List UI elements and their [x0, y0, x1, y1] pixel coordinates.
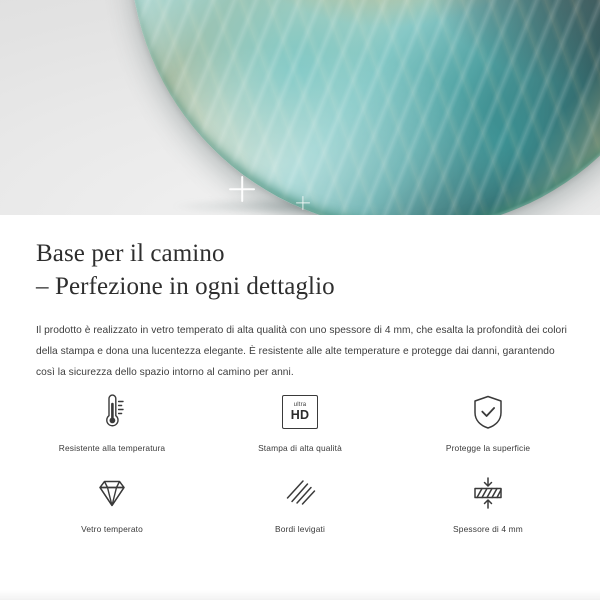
feature-item-tempered-glass: [18, 471, 206, 534]
ultra-hd-bottom-text: HD: [290, 408, 310, 423]
feature-grid: [0, 390, 600, 534]
thickness-arrows-icon: [462, 471, 514, 515]
product-description: Il prodotto è realizzato in vetro temperato di alta qualità con uno spessore di 4 mm, che esalta la profondità dei colori della stampa e dona una lucentezza elegante. È resistente alle alte temperature e protegge dai danni, garantendo così la sicurezza dello spazio intorno al camino per anni.: [36, 325, 567, 378]
feature-item-polished-edges: [206, 471, 394, 534]
polished-edges-icon: [274, 471, 326, 515]
feature-item-thickness: [394, 471, 582, 534]
diamond-icon: [86, 471, 138, 515]
feature-label: Vetro temperato: [81, 524, 143, 534]
page-title-line-2: – Perfezione in ogni dettaglio: [36, 273, 335, 300]
page-bottom-edge: [0, 590, 600, 600]
feature-label: Resistente alla temperatura: [58, 443, 166, 453]
page-title-line-1: Base per il camino: [36, 240, 225, 267]
page-title: [0, 215, 600, 303]
feature-item-high-quality-print: [206, 390, 394, 453]
content-section: [0, 215, 600, 600]
feature-label: Protegge la superficie: [445, 443, 531, 453]
feature-label: Bordi levigati: [274, 524, 326, 534]
thermometer-icon: [86, 390, 138, 434]
round-glass-plate: [130, 0, 600, 215]
feature-label: Spessore di 4 mm: [453, 524, 523, 534]
feature-item-temperature-resistant: [18, 390, 206, 453]
ultra-hd-badge-icon: [274, 390, 326, 434]
shield-check-icon: [462, 390, 514, 434]
feature-item-protects-surface: [394, 390, 582, 453]
hero-product-image: [0, 0, 600, 215]
feature-label: Stampa di alta qualità: [258, 443, 342, 453]
ultra-hd-top-text: ultra: [293, 402, 307, 409]
